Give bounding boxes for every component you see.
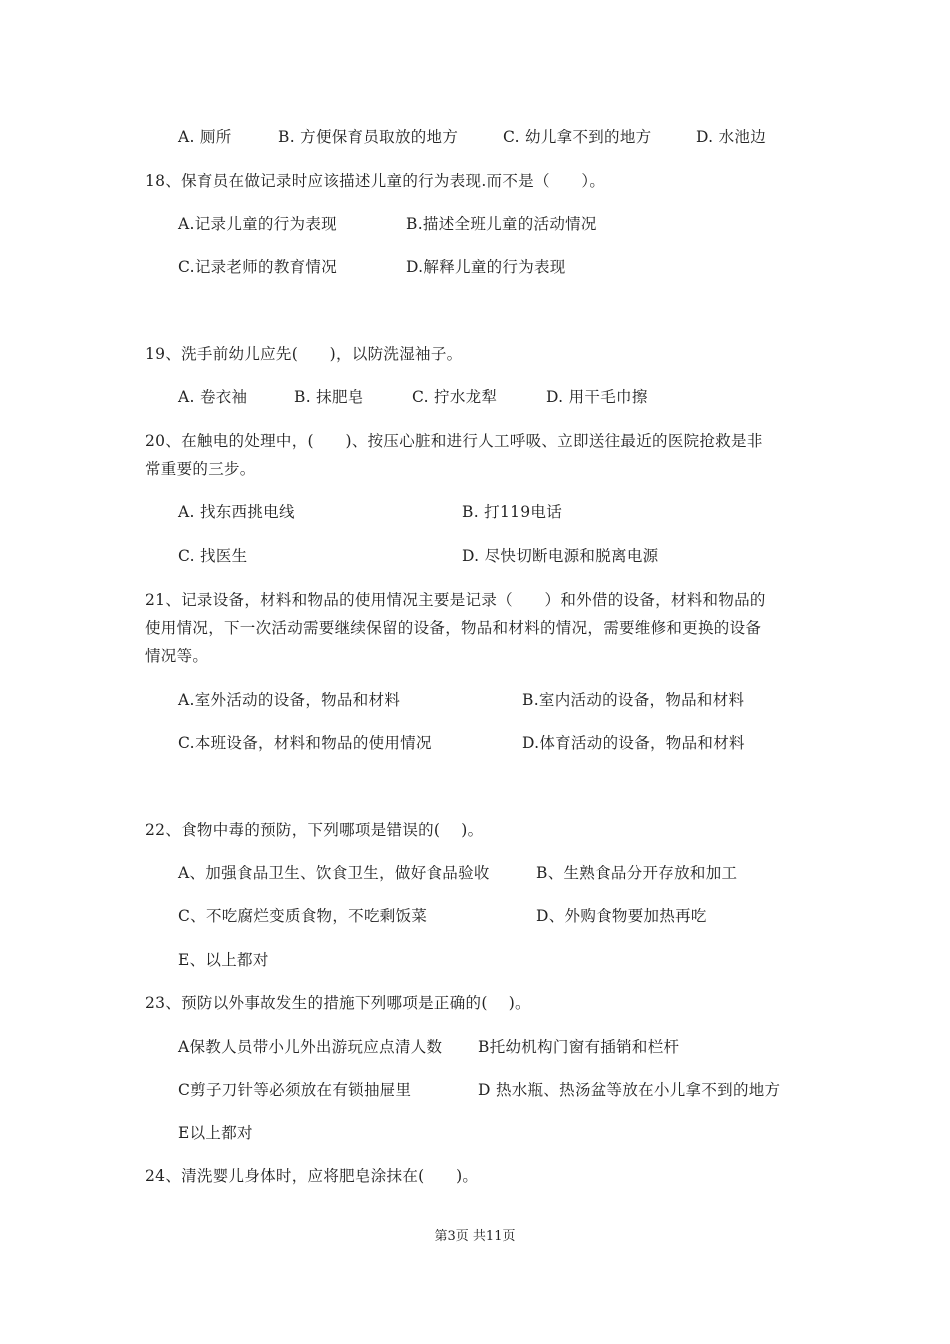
q17-option-c: C. 幼儿拿不到的地方 [503,128,652,146]
q19-option-b: B. 抹肥皂 [294,388,364,406]
q20-option-c: C. 找医生 [178,547,248,565]
q19-option-c: C. 拧水龙犁 [412,388,498,406]
q23-stem: 23、预防以外事故发生的措施下列哪项是正确的( )。 [145,994,531,1012]
q20-option-d: D. 尽快切断电源和脱离电源 [462,547,659,565]
q23-option-e: E以上都对 [178,1124,253,1142]
q22-option-e: E、以上都对 [178,951,269,969]
q18-stem: 18、保育员在做记录时应该描述儿童的行为表现.而不是（ ）。 [145,172,606,190]
q22-stem: 22、食物中毒的预防，下列哪项是错误的( )。 [145,821,484,839]
q21-option-d: D.体育活动的设备，物品和材料 [522,734,745,752]
q22-option-d: D、外购食物要加热再吃 [536,907,707,925]
q19-stem: 19、洗手前幼儿应先( )，以防洗湿袖子。 [145,345,463,363]
q18-option-d: D.解释儿童的行为表现 [406,258,566,276]
q18-option-a: A.记录儿童的行为表现 [178,215,337,233]
q18-option-c: C.记录老师的教育情况 [178,258,338,276]
q20-stem-line2: 常重要的三步。 [145,460,256,478]
q21-stem-line1: 21、记录设备，材料和物品的使用情况主要是记录（ ）和外借的设备，材料和物品的 [145,591,766,609]
q19-option-a: A. 卷衣袖 [178,388,248,406]
q23-option-c: C剪子刀针等必须放在有锁抽屉里 [178,1081,412,1099]
q20-stem-line1: 20、在触电的处理中，( )、按压心脏和进行人工呼吸、立即送往最近的医院抢救是非 [145,432,763,450]
q21-stem-line3: 情况等。 [145,647,209,665]
q17-option-b: B. 方便保育员取放的地方 [278,128,459,146]
q20-option-b: B. 打119电话 [462,503,563,521]
q22-option-c: C、不吃腐烂变质食物，不吃剩饭菜 [178,907,428,925]
q21-option-b: B.室内活动的设备，物品和材料 [522,691,745,709]
q23-option-b: B托幼机构门窗有插销和栏杆 [478,1038,680,1056]
q23-option-d: D 热水瓶、热汤盆等放在小儿拿不到的地方 [478,1081,781,1099]
q21-option-a: A.室外活动的设备，物品和材料 [178,691,401,709]
q21-option-c: C.本班设备，材料和物品的使用情况 [178,734,432,752]
q21-stem-line2: 使用情况，下一次活动需要继续保留的设备，物品和材料的情况，需要维修和更换的设备 [145,619,762,637]
q19-option-d: D. 用干毛巾擦 [546,388,648,406]
q17-option-d: D. 水池边 [696,128,767,146]
q17-option-a: A. 厕所 [178,128,232,146]
q22-option-a: A、加强食品卫生、饮食卫生，做好食品验收 [178,864,490,882]
page-number-footer: 第3页 共11页 [434,1229,516,1244]
q18-option-b: B.描述全班儿童的活动情况 [406,215,597,233]
q23-option-a: A保教人员带小儿外出游玩应点清人数 [178,1038,443,1056]
q22-option-b: B、生熟食品分开存放和加工 [536,864,738,882]
q24-stem: 24、清洗婴儿身体时，应将肥皂涂抹在( )。 [145,1167,479,1185]
q20-option-a: A. 找东西挑电线 [178,503,295,521]
